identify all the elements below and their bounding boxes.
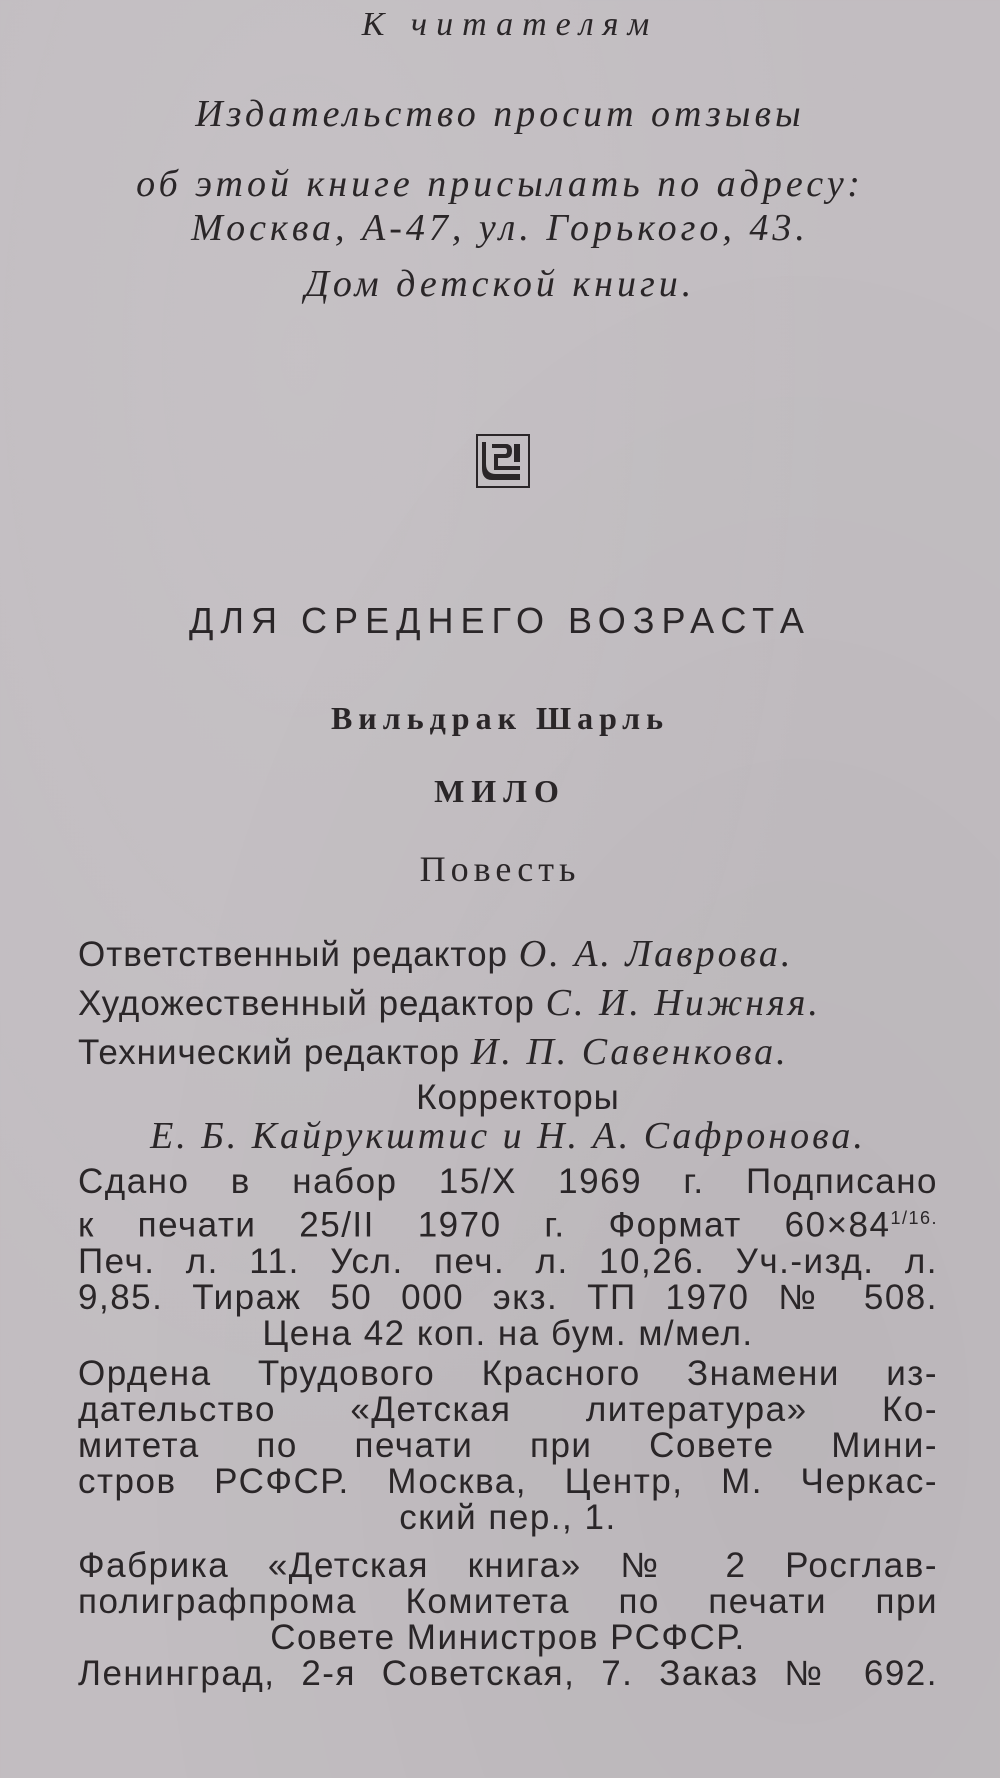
notice-heading: К читателям [361,6,659,43]
publisher-line: Ордена Трудового Красного Знамени из- [78,1354,938,1393]
credit-name: О. А. Лаврова. [518,933,794,975]
print-line-format-text: к печати 25/II 1970 г. Формат 60×84 [78,1205,891,1245]
print-line: Печ. л. 11. Усл. печ. л. 10,26. Уч.-изд. л. [78,1241,938,1281]
author: Вильдрак Шарль [330,700,670,736]
credit-role: Технический редактор [78,1033,461,1072]
correctors-names-text: Е. Б. Кайрукштис и Н. А. Сафронова. [150,1115,866,1157]
print-line-format [78,1200,938,1244]
factory-line: полиграфпрома Комитета по печати при [78,1582,938,1621]
book-title: МИЛО [434,773,566,809]
notice-line-2: об этой книге присылать по адресу: [136,163,864,205]
correctors-names [78,1114,938,1158]
correctors-label: Корректоры [416,1078,620,1117]
print-info [78,1164,938,1352]
print-line: Сдано в набор 15/X 1969 г. Подписано [78,1162,938,1201]
publisher-line: ский пер., 1. [399,1498,617,1537]
factory-line: Фабрика «Детская книга» № 2 Росглав- [78,1546,938,1585]
credit-editor [78,932,938,976]
publisher-logo-icon [476,434,530,488]
publisher-line: дательство «Детская литература» Ко- [78,1390,938,1429]
credit-name: С. И. Нижняя. [545,982,821,1024]
credit-art-editor [78,981,938,1025]
publisher-info [78,1356,938,1536]
notice-line-1: Издательство просит отзывы [195,93,805,135]
publisher-line: стров РСФСР. Москва, Центр, М. Черкас- [78,1462,938,1501]
factory-line: Ленинград, 2-я Советская, 7. Заказ № 692. [78,1654,938,1693]
print-line: Цена 42 коп. на бум. м/мел. [262,1313,754,1353]
notice-line-3: Москва, А-47, ул. Горького, 43. [191,207,809,249]
factory-info [78,1548,938,1692]
credit-role: Ответственный редактор [78,935,509,974]
credit-tech-editor [78,1030,938,1074]
notice-line-4: Дом детской книги. [304,263,696,305]
credit-name: И. П. Савенкова. [470,1031,789,1073]
format-fraction: 1/16. [890,1208,938,1228]
factory-line: Совете Министров РСФСР. [270,1618,746,1657]
print-line: 9,85. Тираж 50 000 экз. ТП 1970 № 508. [78,1277,938,1317]
genre: Повесть [419,849,581,889]
credit-role: Художественный редактор [78,984,535,1023]
age-group: ДЛЯ СРЕДНЕГО ВОЗРАСТА [189,600,811,641]
publisher-line: митета по печати при Совете Мини- [78,1426,938,1465]
